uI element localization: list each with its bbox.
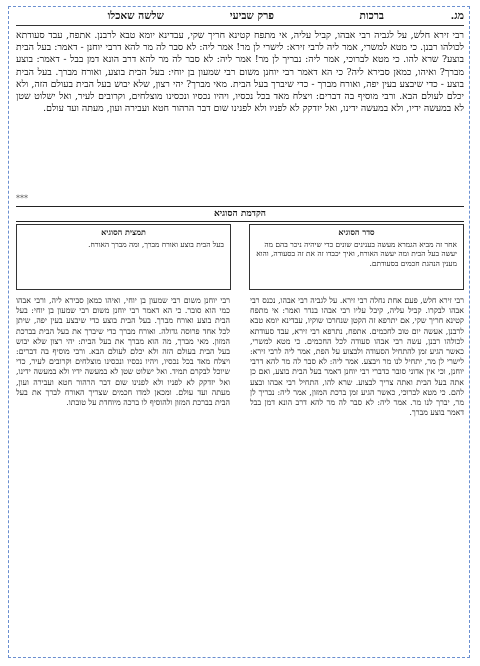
- page-number: מג.: [450, 10, 464, 22]
- tractate-name: שלשה שאכלו: [107, 10, 164, 22]
- sugya-order-text: אחר זה מביא הגמרא מעשה בענינים שונים כדי שיהיה ניכר בהם מה יעשה בעל הבית ומה יעשה האורח, ואיך יכבדו זה את זה בסעודה, והוא מענין הנהגת חכמים בסעודתם.: [256, 239, 457, 268]
- commentary-column-left: רבי יוחנן משום רבי שמעון בן יוחי, ואיהו כמאן סבירא ליה, ורבי אבהו כמי הוא סובר. כי הא דאמר רבי יוחנן משום רבי שמעון בן יוחי: בעל הבית בוצע ואורח מברך. בעל הבית בוצע כדי שיבצע בעין יפה, שיתן לכל אחד פרוסה גדולה. ואורח מברך כדי שיברך את בעל הבית בברכת המזון. מאי מברך, מה הוא מברך את בעל הבית: יהי רצון שלא יבוש בעל הבית בעולם הזה ולא יכלם לעולם הבא. ורבי מוסיף בה דברים: ויצלח מאד בכל נכסיו, ויהיו נכסיו ונכסינו מוצלחים וקרובים לעיר, כדי שיוכל לבקרם תמיד. ואל ישלוט שטן לא במעשה ידיו ולא במעשה ידינו, ואל יזדקק לא לפניו ולא לפנינו שום דבר הרהור חטא ועבירה ועון, מעתה ועד עולם. ומכאן למדו חכמים שצריך האורח לברך את בעל הבית בברכת המזון ולהוסיף לו ברכה מיוחדת על טובתו.: [16, 296, 230, 408]
- separator: ***: [16, 194, 28, 203]
- sugya-summary-box: [16, 224, 231, 290]
- sugya-summary-title: תמצית הסוגיא: [101, 227, 146, 237]
- intro-title: הקדמת הסוגיא: [16, 206, 464, 222]
- sugya-summary-text: בעל הבית בוצע ואורח מברך, ומה מברך האורח.: [88, 239, 224, 249]
- sugya-order-title: סדר הסוגיא: [338, 227, 375, 237]
- commentary-column-right: רבי זירא חלש, פעם אחת נחלה רבי זירא. על לגביה רבי אבהו, נכנס רבי אבהו לבקרו. קביל עליה, קיבל עליו רבי אבהו בנדר ואמר: אי מתפח קטינא חריך שקי, אם יתרפא זה הקטן שנחרכו שוקיו, עבדינא יומא טבא לרבנן, אעשה יום טוב לחכמים. אתפח, נתרפא רבי זירא, עבד סעודתא לכולהו רבנן, עשה רבי אבהו סעודה לכל החכמים. כי מטא למשרי, כאשר הגיע זמן להתחיל הסעודה ולבצוע על הפת, אמר ליה לרבי זירא: לישרי לן מר, יתחיל לנו מר ויבצע. אמר ליה: לא סבר לה מר להא דרבי יוחנן, וכי אין אדוני סובר כדברי רבי יוחנן דאמר בעל הבית בוצע, ואם כן אתה בעל הבית ואתה צריך לבצוע. שרא להו, התחיל רבי אבהו ובצע להם. כי מטא לברוכי, כאשר הגיע זמן ברכת המזון, אמר ליה: נבריך לן מר, יברך לנו מר. אמר ליה: לא סבר לה מר להא דרב הונא דמן בבל דאמר בוצע מברך.: [250, 296, 464, 418]
- header-rule: [16, 25, 464, 26]
- main-text: רבי זירא חלש, על לגביה רבי אבהו, קביל עליה, אי מתפח קטינא חריך שקי, עבדינא יומא טבא לרבנן. אתפח, עבד סעודתא לכולהו רבנן. כי מטא למשרי, אמר ליה לרבי זירא: לישרי לן מר! אמר ליה: לא סבר לה מר להא דרבי יוחנן - דאמר: בעל הבית בוצע? שרא להו. כי מטא לברוכי, אמר ליה: נבריך לן מר! אמר ליה: לא סבר לה מר להא דרב הונא דמן בבל - דאמר: בוצע מברך? ואיהו, כמאן סבירא ליה? כי הא דאמר רבי יוחנן משום רבי שמעון בן יוחי: בעל הבית בוצע, ואורח מברך. בעל הבית בוצע - כדי שיבצע בעין יפה, ואורח מברך - כדי שיברך בעל הבית. מאי מברך? יהי רצון, שלא יבוש בעל הבית בעולם הזה, ולא יכלם לעולם הבא. ורבי מוסיף בה דברים: ויצלח מאד בכל נכסיו, ויהיו נכסיו ונכסינו מוצלחים, וקרובים לעיר, ואל ישלוט שטן לא במעשה ידיו, ולא במעשה ידינו, ואל יזדקק לא לפניו ולא לפנינו שום דבר הרהור חטא ועבירה ועון, מעתה ועד עולם.: [16, 30, 464, 115]
- book-name: ברכות: [359, 10, 384, 22]
- page-header: [16, 10, 464, 28]
- chapter-name: פרק שביעי: [229, 10, 274, 22]
- sugya-order-box: [249, 224, 464, 290]
